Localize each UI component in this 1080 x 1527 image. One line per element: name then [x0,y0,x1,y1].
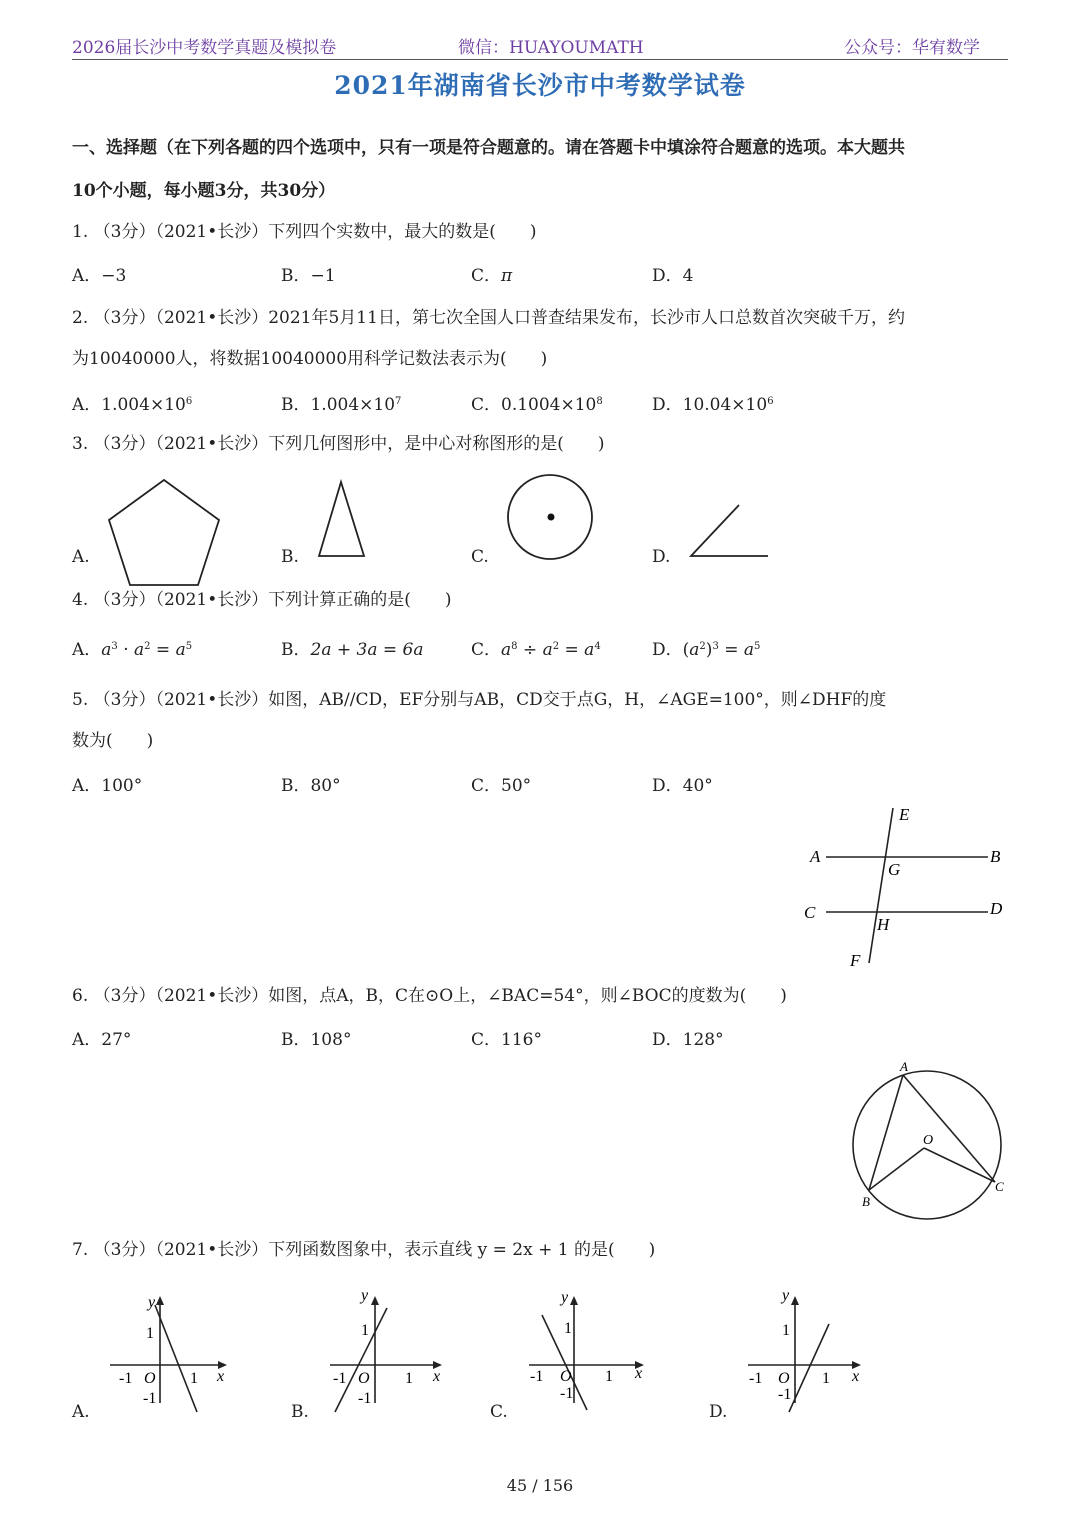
svg-text:-1: -1 [143,1390,157,1407]
q3-figures [0,470,1080,570]
q7-stem: 7. （3分）（2021•长沙）下列函数图象中，表示直线 y = 2x + 1 的是( ) [72,1240,656,1260]
svg-text:1: 1 [146,1325,154,1342]
q6-option-d: D．128° [652,1030,724,1050]
q4-option-a-label: A． [72,640,102,660]
label-f: F [850,951,861,970]
q2-option-d-exp: 6 [767,396,774,407]
q7-graph-d [743,1285,873,1415]
q5-option-c: C．50° [471,776,532,796]
svg-text:y: y [148,1294,156,1311]
q3-option-c: C. [471,547,489,567]
chord-ac [903,1075,995,1182]
label-e: E [899,805,910,824]
svg-text:-1: -1 [560,1385,574,1402]
q1-option-c-value: π [501,266,513,286]
label-b: B [862,1194,870,1209]
section-heading-line2: 10个小题，每小题3分，共30分） [72,181,336,201]
q2-option-c-exp: 8 [596,396,603,407]
q4-option-d-label: D． [652,640,683,660]
q3-option-a: A. [72,547,90,567]
q5-option-b: B．80° [281,776,341,796]
pentagon-shape [109,480,219,585]
graph-line [155,1305,197,1412]
q2-option-b-exp: 7 [395,396,402,407]
q7-option-c: C. [490,1402,508,1422]
svg-text:O: O [358,1370,370,1387]
q3-option-d: D. [652,547,671,567]
q7-option-d: D. [709,1402,728,1422]
svg-text:-1: -1 [530,1368,544,1385]
svg-text:y: y [361,1287,369,1304]
svg-text:y: y [782,1287,790,1304]
q2-stem-line2: 为10040000人，将数据10040000用科学记数法表示为( ) [72,349,548,369]
q6-figure [845,1060,1025,1230]
q5-stem-line2: 数为( ) [72,731,154,751]
svg-text:-1: -1 [119,1370,133,1387]
q4-option-b-expr: 2a + 3a = 6a [310,640,424,660]
svg-text:-1: -1 [778,1386,792,1403]
q2-stem-line1: 2. （3分）（2021•长沙）2021年5月11日，第七次全国人口普查结果发布，长沙市人口总数首次突破千万，约 [72,308,905,328]
q1-option-c [471,261,512,286]
q2-option-c-base: C．0.1004×10 [471,395,597,415]
q5-stem-line1: 5. （3分）（2021•长沙）如图，AB//CD，EF分别与AB，CD交于点G，H，∠AGE=100°，则∠DHF的度 [72,690,887,710]
q4-option-b [281,635,423,660]
header-center: 微信：HUAYOUMATH [458,38,644,58]
svg-text:1: 1 [605,1368,613,1385]
q2-option-b-base: B．1.004×10 [281,395,396,415]
svg-text:-1: -1 [333,1370,347,1387]
svg-text:x: x [433,1368,441,1385]
q5-figure [800,800,1020,970]
q7-graph-b [325,1285,455,1415]
q6-option-a: A．27° [72,1030,132,1050]
q1-stem: 1. （3分）（2021•长沙）下列四个实数中，最大的数是( ) [72,222,537,242]
q4-stem: 4. （3分）（2021•长沙）下列计算正确的是( ) [72,590,452,610]
svg-text:y: y [561,1289,569,1306]
q2-option-a-base: A．1.004×10 [72,395,186,415]
q2-option-c [471,390,603,415]
label-c: C [995,1179,1004,1194]
label-c: C [804,903,816,922]
q7-graph-c [524,1285,654,1415]
q3-stem: 3. （3分）（2021•长沙）下列几何图形中，是中心对称图形的是( ) [72,434,605,454]
label-h: H [877,915,890,934]
q4-option-c-label: C． [471,640,502,660]
circle-center-dot [548,514,555,521]
label-b: B [990,847,1001,866]
q6-option-b: B．108° [281,1030,352,1050]
q2-option-d-base: D．10.04×10 [652,395,768,415]
svg-text:1: 1 [822,1370,830,1387]
page-number: 45 / 156 [506,1476,574,1495]
line-ef [869,808,893,963]
q3-option-b: B. [281,547,299,567]
q1-option-a: A．−3 [72,266,127,286]
svg-text:x: x [635,1365,643,1382]
q7-option-a: A. [72,1402,90,1422]
q5-option-d: D．40° [652,776,713,796]
svg-text:-1: -1 [749,1370,763,1387]
svg-text:O: O [560,1368,572,1385]
q4-option-a: A．$a^3 \cdot a^2 = a^5$ [72,640,193,660]
q2-option-b [281,390,401,415]
svg-text:1: 1 [782,1322,790,1339]
header-divider [72,59,1008,60]
q4-option-c: C．$a^8 \div a^2 = a^4$ [471,640,601,660]
q7-graph-a [105,1285,235,1415]
svg-text:1: 1 [190,1370,198,1387]
svg-text:O: O [144,1370,156,1387]
page-title: 2021年湖南省长沙市中考数学试卷 [334,71,746,100]
q5-option-a: A．100° [72,776,143,796]
q4-option-d: D．$(a^2)^3 = a^5$ [652,640,761,660]
radius-oc [924,1148,995,1182]
svg-text:1: 1 [405,1370,413,1387]
q1-option-d: D．4 [652,266,694,286]
svg-text:-1: -1 [358,1390,372,1407]
q6-option-c: C．116° [471,1030,542,1050]
svg-text:1: 1 [564,1320,572,1337]
header-left: 2026届长沙中考数学真题及模拟卷 [72,38,337,58]
isosceles-triangle-shape [319,482,364,556]
section-heading-line1: 一、选择题（在下列各题的四个选项中，只有一项是符合题意的。请在答题卡中填涂符合题意的选项。本大题共 [72,138,905,158]
q1-option-b: B．−1 [281,266,336,286]
header-right: 公众号：华宥数学 [844,38,980,58]
q2-option-d [652,390,774,415]
q7-option-b: B. [291,1402,309,1422]
q1-option-c-label: C． [471,266,502,286]
q2-option-a-exp: 6 [185,396,193,407]
svg-text:x: x [217,1368,225,1385]
svg-text:O: O [778,1370,790,1387]
q4-option-b-label: B． [281,640,311,660]
radius-ob [869,1148,924,1190]
svg-text:x: x [852,1368,860,1385]
label-d: D [990,899,1003,918]
q6-stem: 6. （3分）（2021•长沙）如图，点A，B，C在⊙O上，∠BAC=54°，则∠BOC的度数为( ) [72,986,787,1006]
label-a: A [810,847,821,866]
label-o: O [923,1133,934,1148]
label-a: A [900,1059,908,1074]
label-g: G [888,860,901,879]
q2-option-a [72,390,192,415]
svg-text:1: 1 [361,1322,369,1339]
angle-shape [691,505,768,556]
